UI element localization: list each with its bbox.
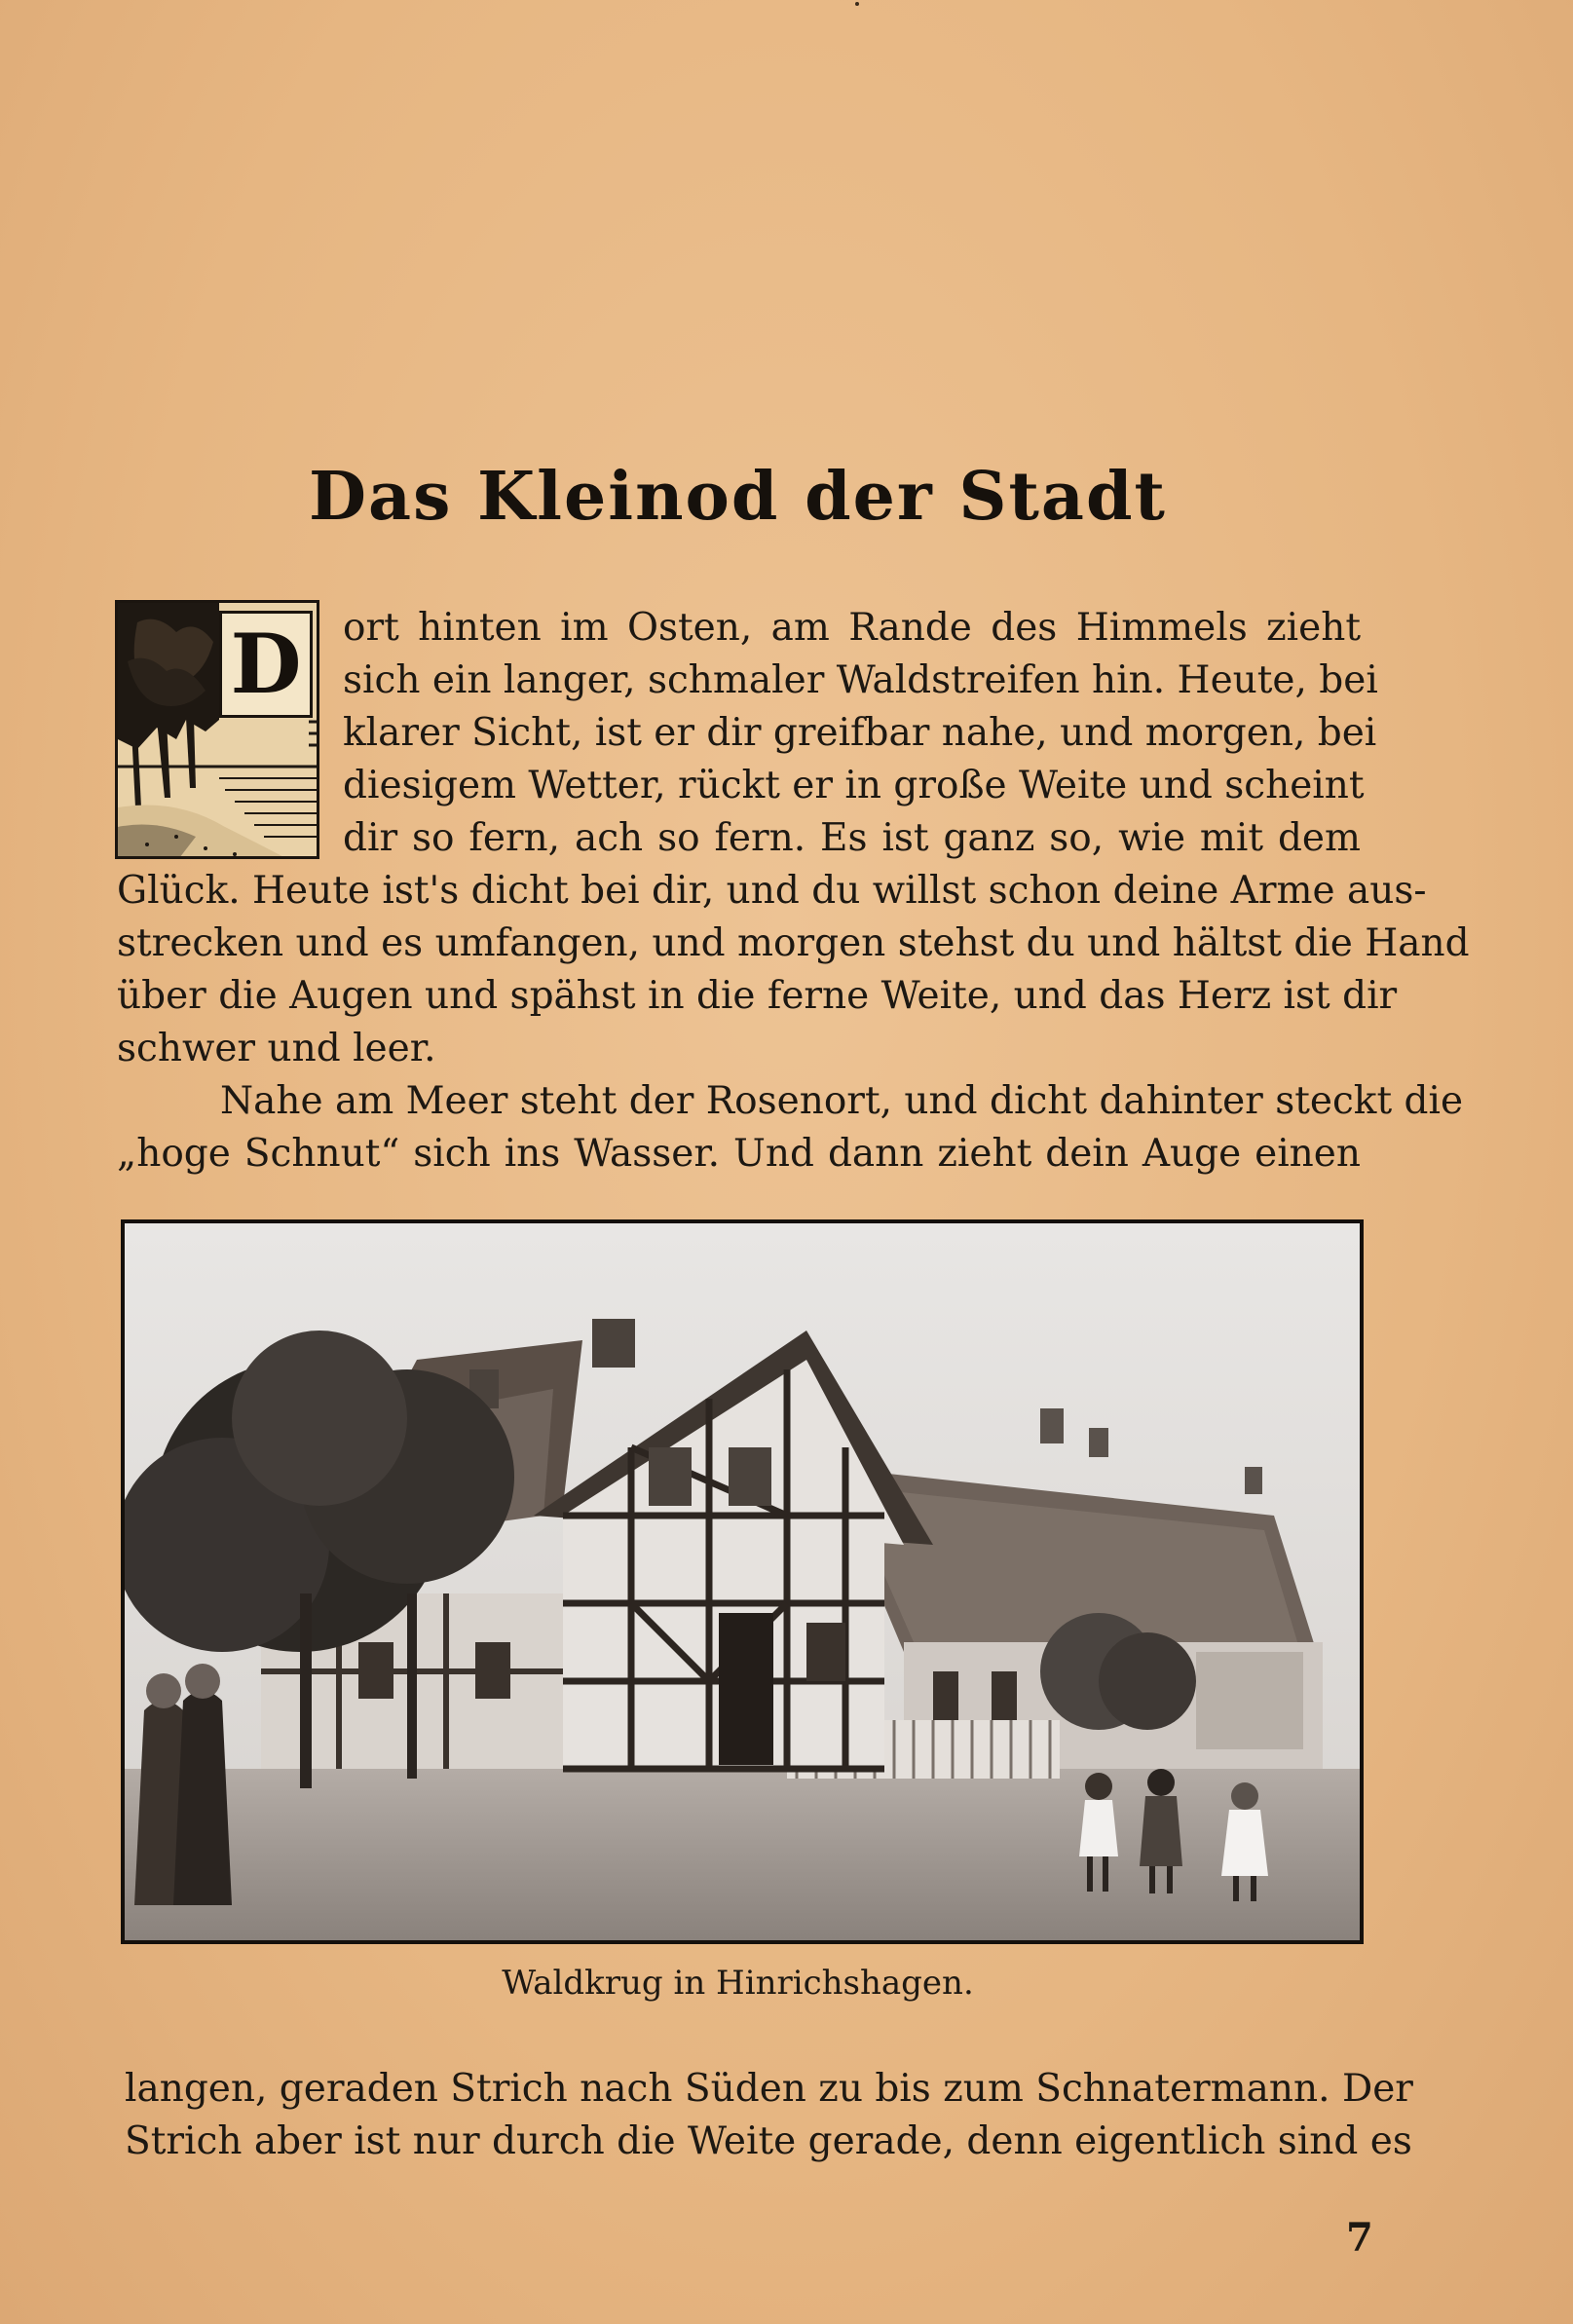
initial-letter: D xyxy=(219,611,313,718)
text-line: Glück. Heute ist's dicht bei dir, und du willst schon deine Arme aus- xyxy=(117,869,1427,913)
text-line: schwer und leer. xyxy=(117,1027,436,1070)
text-line: ort hinten im Osten, am Rande des Himmels zieht xyxy=(343,606,1361,650)
photo-illustration xyxy=(125,1223,1360,1940)
chapter-title: Das Kleinod der Stadt xyxy=(309,458,1167,536)
text-line: langen, geraden Strich nach Süden zu bis zum Schnatermann. Der xyxy=(125,2067,1413,2111)
decorated-initial xyxy=(115,600,319,859)
ink-speck xyxy=(855,2,859,6)
text-line: sich ein langer, schmaler Waldstreifen hin. Heute, bei xyxy=(343,658,1378,702)
text-line: strecken und es umfangen, und morgen stehst du und hältst die Hand xyxy=(117,921,1470,965)
text-line: Nahe am Meer steht der Rosenort, und dicht dahinter steckt die xyxy=(220,1079,1464,1123)
text-line: Strich aber ist nur durch die Weite gerade, denn eigentlich sind es xyxy=(125,2119,1412,2163)
text-line: dir so fern, ach so fern. Es ist ganz so, wie mit dem xyxy=(343,816,1361,860)
text-line: klarer Sicht, ist er dir greifbar nahe, und morgen, bei xyxy=(343,711,1377,755)
text-line: diesigem Wetter, rückt er in große Weite und scheint xyxy=(343,764,1365,807)
page-number: 7 xyxy=(1346,2215,1373,2261)
text-line: „hoge Schnut“ sich ins Wasser. Und dann zieht dein Auge einen xyxy=(117,1132,1361,1176)
text-line: über die Augen und spähst in die ferne Weite, und das Herz ist dir xyxy=(117,974,1398,1018)
photo-waldkrug xyxy=(121,1219,1364,1944)
photo-caption: Waldkrug in Hinrichshagen. xyxy=(502,1964,974,2003)
